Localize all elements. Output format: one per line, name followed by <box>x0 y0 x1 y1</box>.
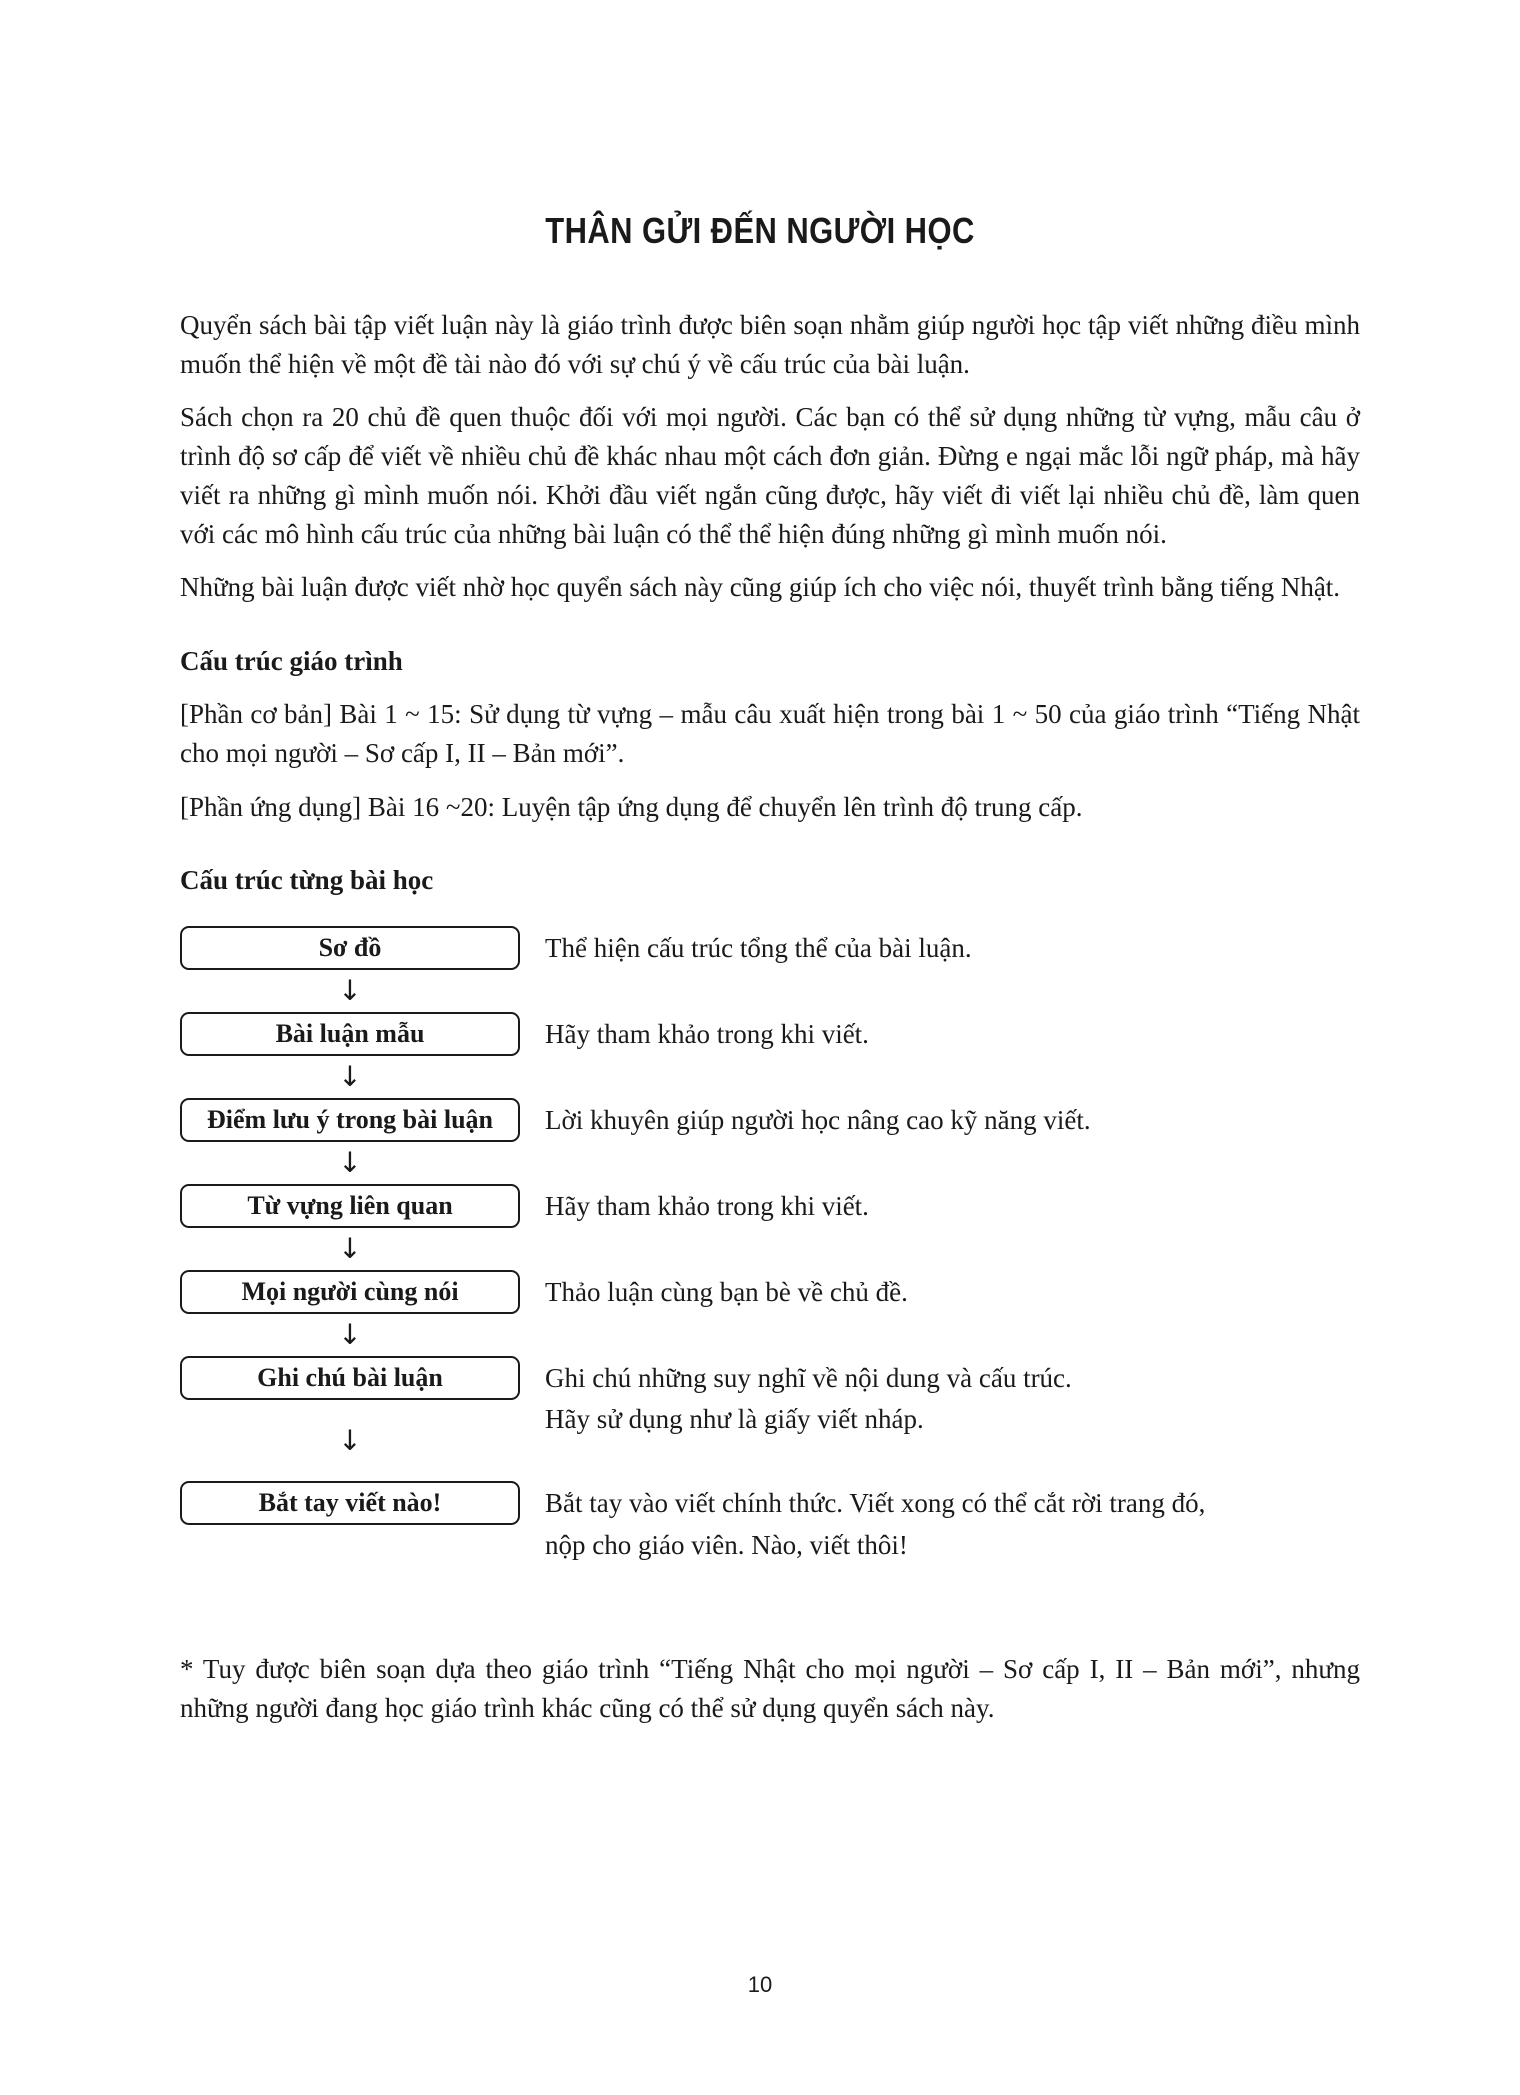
down-arrow-icon: ↓ <box>338 1232 362 1265</box>
intro-paragraph-2: Sách chọn ra 20 chủ đề quen thuộc đối với mọi người. Các bạn có thể sử dụng những từ vựng, mẫu câu ở trình độ sơ cấp để viết về nhiều chủ đề khác nhau một cách đơn giản. Đừng e ngại mắc lỗi ngữ pháp, mà hãy viết ra những gì mình muốn nói. Khởi đầu viết ngắn cũng được, hãy viết đi viết lại nhiều chủ đề, làm quen với các mô hình cấu trúc của những bài luận có thể thể hiện đúng những gì mình muốn nói. <box>180 402 1360 549</box>
down-arrow-icon: ↓ <box>338 1318 362 1351</box>
structure-basic: [Phần cơ bản] Bài 1 ~ 15: Sử dụng từ vựng – mẫu câu xuất hiện trong bài 1 ~ 50 của giáo trình “Tiếng Nhật cho mọi người – Sơ cấp I, II – Bản mới”. <box>180 699 1360 768</box>
flow-box-so-do: Sơ đồ <box>180 926 520 970</box>
intro-paragraph-1: Quyển sách bài tập viết luận này là giáo trình được biên soạn nhằm giúp người học tập viết những điều mình muốn thể hiện về một đề tài nào đó với sự chú ý về cấu trúc của bài luận. <box>180 310 1360 379</box>
down-arrow-icon: ↓ <box>338 1146 362 1179</box>
page-title: THÂN GỬI ĐẾN NGƯỜI HỌC <box>545 210 975 251</box>
flow-desc-moi-nguoi-cung-noi: Thảo luận cùng bạn bè về chủ đề. <box>545 1277 908 1307</box>
flow-desc-bai-luan-mau: Hãy tham khảo trong khi viết. <box>545 1019 869 1049</box>
flow-desc-ghi-chu-line-2: Hãy sử dụng như là giấy viết nháp. <box>545 1404 924 1434</box>
flow-desc-bat-tay-line-1: Bắt tay vào viết chính thức. Viết xong có thể cắt rời trang đó, <box>545 1488 1206 1518</box>
structure-heading: Cấu trúc giáo trình <box>180 646 403 676</box>
flow-desc-tu-vung-lien-quan: Hãy tham khảo trong khi viết. <box>545 1191 869 1221</box>
flow-box-ghi-chu-bai-luan: Ghi chú bài luận <box>180 1356 520 1400</box>
intro-paragraph-3: Những bài luận được viết nhờ học quyển sách này cũng giúp ích cho việc nói, thuyết trình bằng tiếng Nhật. <box>180 572 1341 602</box>
flow-desc-diem-luu-y: Lời khuyên giúp người học nâng cao kỹ năng viết. <box>545 1105 1091 1135</box>
down-arrow-icon: ↓ <box>338 974 362 1007</box>
lesson-heading: Cấu trúc từng bài học <box>180 865 434 895</box>
flow-box-moi-nguoi-cung-noi: Mọi người cùng nói <box>180 1270 520 1314</box>
flow-box-diem-luu-y: Điểm lưu ý trong bài luận <box>180 1098 520 1142</box>
page-number: 10 <box>747 1972 773 1997</box>
flow-box-bat-tay-viet: Bắt tay viết nào! <box>180 1481 520 1525</box>
flow-box-bai-luan-mau: Bài luận mẫu <box>180 1012 520 1056</box>
flow-box-tu-vung-lien-quan: Từ vựng liên quan <box>180 1184 520 1228</box>
down-arrow-icon: ↓ <box>338 1424 362 1457</box>
flow-desc-ghi-chu-line-1: Ghi chú những suy nghĩ về nội dung và cấu trúc. <box>545 1363 1072 1393</box>
footnote: * Tuy được biên soạn dựa theo giáo trình “Tiếng Nhật cho mọi người – Sơ cấp I, II – Bản mới”, nhưng những người đang học giáo trình khác cũng có thể sử dụng quyển sách này. <box>180 1654 1360 1723</box>
down-arrow-icon: ↓ <box>338 1060 362 1093</box>
flow-desc-so-do: Thể hiện cấu trúc tổng thể của bài luận. <box>545 933 972 963</box>
structure-applied: [Phần ứng dụng] Bài 16 ~20: Luyện tập ứng dụng để chuyển lên trình độ trung cấp. <box>180 792 1083 822</box>
flow-desc-bat-tay-line-2: nộp cho giáo viên. Nào, viết thôi! <box>545 1530 908 1560</box>
